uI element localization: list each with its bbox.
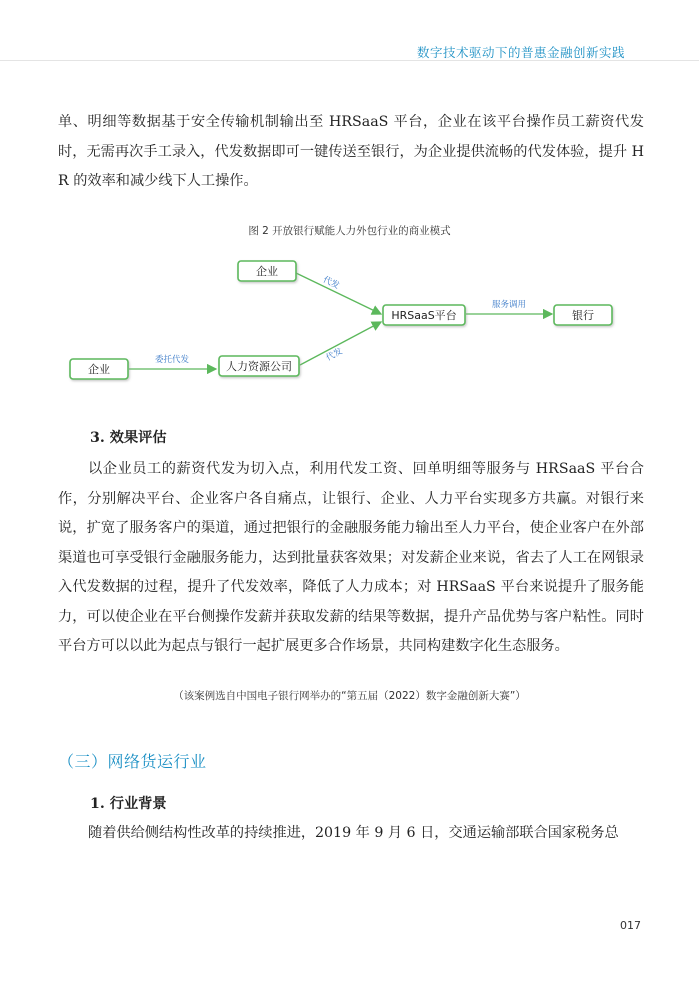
edge-label-service-call: 服务调用 <box>492 300 527 310</box>
edge-label-bottom-daifa: 代发 <box>324 346 345 364</box>
background-paragraph: 随着供给侧结构性改革的持续推进，2019 年 9 月 6 日，交通运输部联合国家税务总 <box>88 825 619 841</box>
page-number: 017 <box>620 919 641 932</box>
node-bank <box>554 305 612 325</box>
node-label-bank: 银行 <box>572 309 594 322</box>
running-header: 数字技术驱动下的普惠金融创新实践 <box>416 45 625 60</box>
evaluation-paragraph: 以企业员工的薪资代发为切入点，利用代发工资、回单明细等服务与 HRSaaS 平台合作，分别解决平台、企业客户各自痛点，让银行、企业、人力平台实现多方共赢。对银行来说，扩宽了服务客户的渠道，通过把银行的金融服务能力输出至人力平台，使企业客户在外部渠道也可享受银行金融服务能力，达到批量获客效果；对发薪企业来说，省去了人工在网银录入代发数据的过程，提升了代发效率，降低了人力成本；对 HRSaaS 平台来说提升了服务能力，可以使企业在平台侧操作发薪并获取发薪的结果等数据，提升产品优势与客户粘性。同时平台方可以以此为起点与银行一起扩展更多合作场景，共同构建数字化生态服务。 <box>58 461 644 654</box>
header-divider <box>0 60 699 61</box>
figure-caption: 图 2 开放银行赋能人力外包行业的商业模式 <box>248 225 451 237</box>
edge-enterprise-top-to-hrsaas <box>296 273 381 314</box>
node-hr-company <box>219 356 299 376</box>
node-label-hrsaas: HRSaaS平台 <box>391 309 457 322</box>
node-label-hr-company: 人力资源公司 <box>226 360 292 373</box>
subsection-heading-background: 1. 行业背景 <box>90 796 167 812</box>
node-enterprise-top <box>238 261 296 281</box>
edge-label-entrust: 委托代发 <box>155 355 190 365</box>
business-model-diagram <box>58 250 638 385</box>
case-source-note: （该案例选自中国电子银行网举办的“第五届（2022）数字金融创新大赛”） <box>173 690 526 702</box>
edge-hr-company-to-hrsaas <box>300 322 381 365</box>
node-hrsaas <box>383 305 465 325</box>
section-heading-freight: （三）网络货运行业 <box>58 752 207 771</box>
node-label-enterprise-top: 企业 <box>256 265 278 278</box>
edge-label-top-daifa: 代发 <box>321 274 341 292</box>
intro-paragraph: 单、明细等数据基于安全传输机制输出至 HRSaaS 平台，企业在该平台操作员工薪资代发时，无需再次手工录入，代发数据即可一键传送至银行，为企业提供流畅的代发体验，提升 HR 的效率和减少线下人工操作。 <box>58 114 644 189</box>
subsection-heading-evaluation: 3. 效果评估 <box>90 430 167 446</box>
node-label-enterprise-bottom: 企业 <box>88 363 110 376</box>
node-enterprise-bottom <box>70 359 128 379</box>
